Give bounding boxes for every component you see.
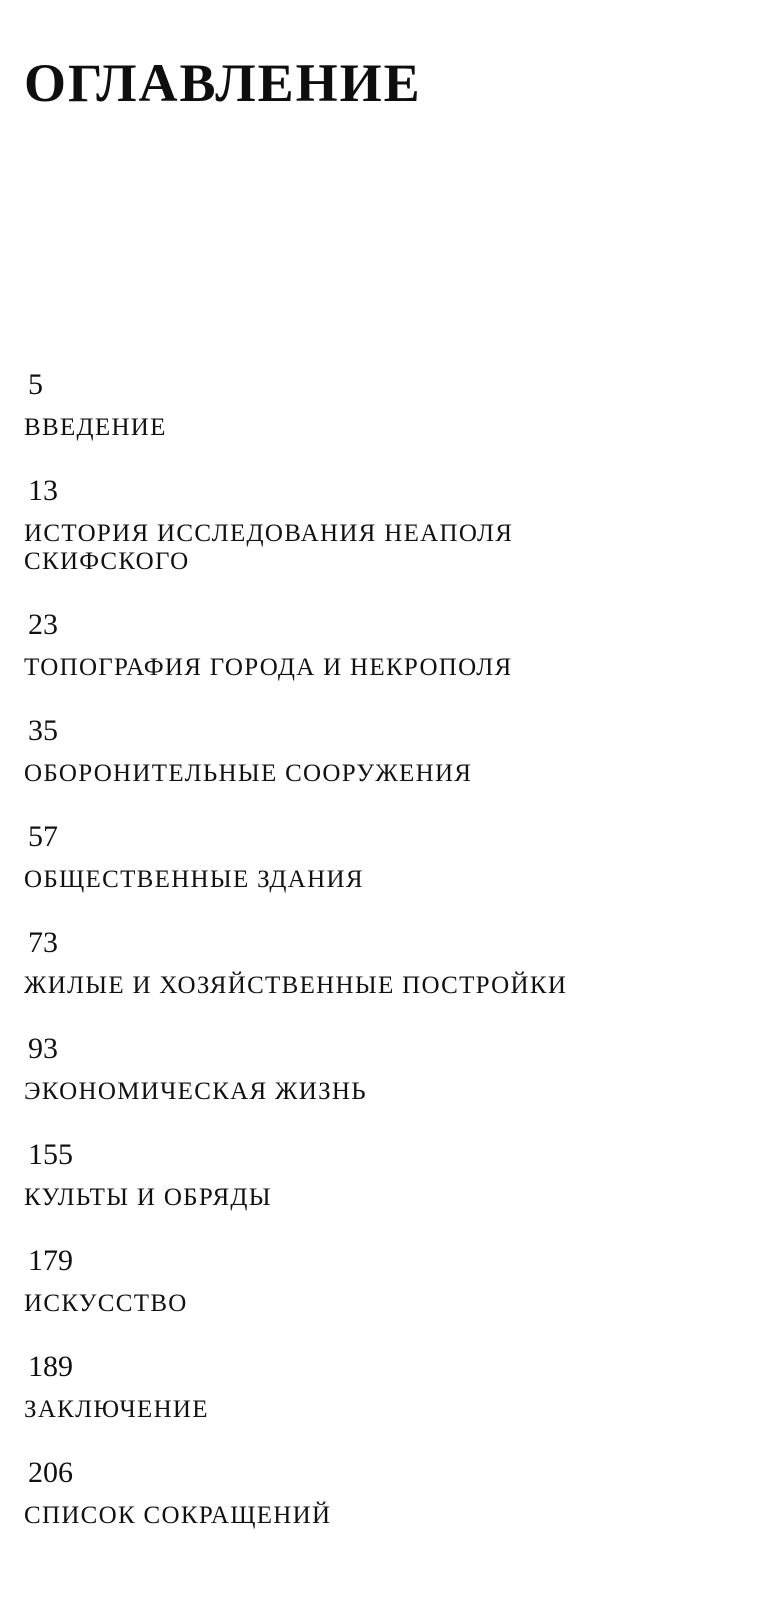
toc-page-number: 73 bbox=[28, 926, 58, 959]
toc-page-number: 23 bbox=[28, 608, 58, 641]
table-of-contents bbox=[24, 368, 744, 1562]
toc-entry-title: ВВЕДЕНИЕ bbox=[24, 414, 167, 441]
toc-page-number: 155 bbox=[28, 1138, 73, 1171]
toc-page-number: 189 bbox=[28, 1350, 73, 1383]
toc-page-number: 13 bbox=[28, 474, 58, 507]
toc-entry[interactable] bbox=[24, 474, 744, 576]
toc-entry-title: ЭКОНОМИЧЕСКАЯ ЖИЗНЬ bbox=[24, 1078, 367, 1105]
toc-entry[interactable] bbox=[24, 714, 744, 788]
toc-entry-title: ЖИЛЫЕ И ХОЗЯЙСТВЕННЫЕ ПОСТРОЙКИ bbox=[24, 972, 568, 999]
toc-entry-title: ЗАКЛЮЧЕНИЕ bbox=[24, 1396, 209, 1423]
toc-page-number: 35 bbox=[28, 714, 58, 747]
toc-entry-title: ИСТОРИЯ ИССЛЕДОВАНИЯ НЕАПОЛЯ СКИФСКОГО bbox=[24, 520, 514, 575]
toc-entry[interactable] bbox=[24, 820, 744, 894]
toc-page-number: 206 bbox=[28, 1456, 73, 1489]
toc-entry[interactable] bbox=[24, 1456, 744, 1530]
toc-entry-title: ОБОРОНИТЕЛЬНЫЕ СООРУЖЕНИЯ bbox=[24, 760, 473, 787]
toc-entry[interactable] bbox=[24, 1032, 744, 1106]
toc-entry-title: ТОПОГРАФИЯ ГОРОДА И НЕКРОПОЛЯ bbox=[24, 654, 513, 681]
toc-page-number: 5 bbox=[28, 368, 43, 401]
page-title: ОГЛАВЛЕНИЕ bbox=[24, 53, 422, 113]
toc-entry[interactable] bbox=[24, 1244, 744, 1318]
toc-entry-title: ОБЩЕСТВЕННЫЕ ЗДАНИЯ bbox=[24, 866, 364, 893]
toc-entry[interactable] bbox=[24, 1138, 744, 1212]
toc-entry-title: ИСКУССТВО bbox=[24, 1290, 188, 1317]
toc-entry[interactable] bbox=[24, 926, 744, 1000]
toc-page-number: 179 bbox=[28, 1244, 73, 1277]
toc-page-number: 57 bbox=[28, 820, 58, 853]
toc-entry[interactable] bbox=[24, 368, 744, 442]
toc-entry[interactable] bbox=[24, 608, 744, 682]
toc-entry-title: СПИСОК СОКРАЩЕНИЙ bbox=[24, 1502, 332, 1529]
toc-entry-title: КУЛЬТЫ И ОБРЯДЫ bbox=[24, 1184, 272, 1211]
toc-page-number: 93 bbox=[28, 1032, 58, 1065]
toc-entry[interactable] bbox=[24, 1350, 744, 1424]
